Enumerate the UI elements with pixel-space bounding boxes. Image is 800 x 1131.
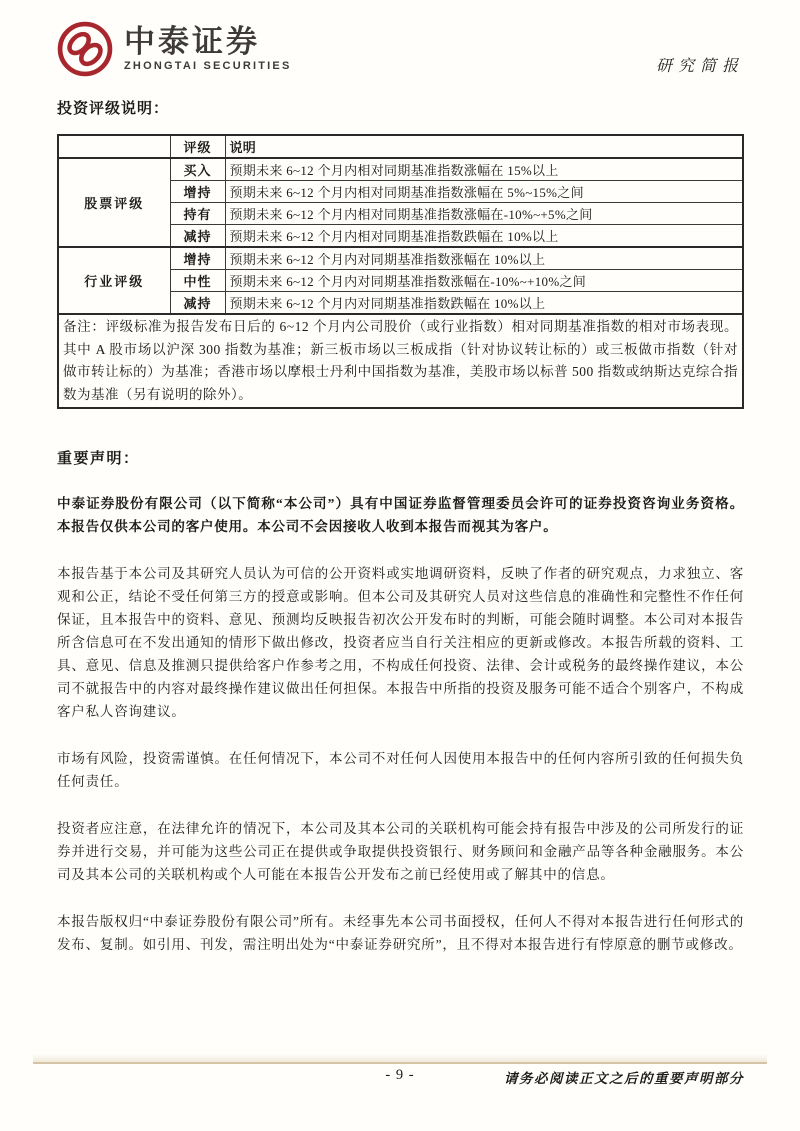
footer-fade bbox=[33, 1054, 767, 1062]
table-row bbox=[58, 247, 743, 270]
logo-name-en: ZHONGTAI SECURITIES bbox=[124, 60, 292, 72]
rating-desc: 预期未来 6~12 个月内相对同期基准指数涨幅在-10%~+5%之间 bbox=[225, 203, 743, 225]
rating-desc: 预期未来 6~12 个月内对同期基准指数涨幅在 10%以上 bbox=[225, 247, 743, 270]
rating-label: 中性 bbox=[170, 270, 225, 292]
group-stock-label: 股票评级 bbox=[58, 158, 170, 247]
rating-desc: 预期未来 6~12 个月内对同期基准指数跌幅在 10%以上 bbox=[225, 292, 743, 315]
report-type-label: 研究简报 bbox=[655, 58, 744, 75]
rating-section-title: 投资评级说明： bbox=[57, 100, 170, 117]
rating-col-header: 评级 bbox=[170, 135, 225, 158]
statement-paragraph: 市场有风险，投资需谨慎。在任何情况下，本公司不对任何人因使用本报告中的任何内容所引致的任何损失负任何责任。 bbox=[57, 751, 744, 789]
rating-desc: 预期未来 6~12 个月内相对同期基准指数涨幅在 15%以上 bbox=[225, 158, 743, 181]
zhongtai-emblem-icon bbox=[56, 20, 114, 78]
rating-label: 减持 bbox=[170, 225, 225, 248]
page-footer bbox=[33, 1054, 767, 1087]
logo-text bbox=[124, 26, 292, 72]
desc-col-header: 说明 bbox=[225, 135, 743, 158]
rating-label: 持有 bbox=[170, 203, 225, 225]
statement-paragraph: 中泰证券股份有限公司（以下简称“本公司”）具有中国证券监督管理委员会许可的证券投资咨询业务资格。本报告仅供本公司的客户使用。本公司不会因接收人收到本报告而视其为客户。 bbox=[57, 496, 744, 534]
page-number: - 9 - bbox=[385, 1067, 415, 1083]
table-note-row bbox=[58, 314, 743, 408]
rating-table-header-row bbox=[58, 135, 743, 158]
statement-title: 重要声明： bbox=[57, 451, 140, 467]
logo-name-cn: 中泰证券 bbox=[124, 24, 260, 59]
footer-row bbox=[33, 1067, 767, 1087]
rating-label: 减持 bbox=[170, 292, 225, 315]
page-content bbox=[0, 97, 800, 956]
rating-desc: 预期未来 6~12 个月内对同期基准指数涨幅在-10%~+10%之间 bbox=[225, 270, 743, 292]
rating-table-corner-cell bbox=[58, 135, 170, 158]
statement-paragraph: 本报告基于本公司及其研究人员认为可信的公开资料或实地调研资料，反映了作者的研究观点，力求独立、客观和公正，结论不受任何第三方的授意或影响。但本公司及其研究人员对这些信息的准确性和完整性不作任何保证，且本报告中的资料、意见、预测均反映报告初次公开发布时的判断，可能会随时调整。本公司对本报告所含信息可在不发出通知的情形下做出修改，投资者应当自行关注相应的更新或修改。本报告所载的资料、工具、意见、信息及推测只提供给客户作参考之用，不构成任何投资、法律、会计或税务的最终操作建议，本公司不就报告中的内容对最终操作建议做出任何担保。本报告中所指的投资及服务可能不适合个别客户，不构成客户私人咨询建议。 bbox=[57, 566, 744, 719]
company-logo bbox=[56, 20, 292, 78]
footer-notice: 请务必阅读正文之后的重要声明部分 bbox=[504, 1071, 744, 1086]
page-header bbox=[0, 0, 800, 97]
rating-label: 增持 bbox=[170, 181, 225, 203]
rating-table bbox=[57, 134, 744, 409]
rating-desc: 预期未来 6~12 个月内相对同期基准指数涨幅在 5%~15%之间 bbox=[225, 181, 743, 203]
rating-label: 增持 bbox=[170, 247, 225, 270]
group-industry-label: 行业评级 bbox=[58, 247, 170, 314]
footer-divider bbox=[33, 1062, 767, 1064]
rating-note: 备注：评级标准为报告发布日后的 6~12 个月内公司股价（或行业指数）相对同期基准指数的相对市场表现。其中 A 股市场以沪深 300 指数为基准；新三板市场以三板成指（针对协议转让标的）或三板做市指数（针对做市转让标的）为基准；香港市场以摩根士丹利中国指数为基准，美股市场以标普 500 指数或纳斯达克综合指数为基准（另有说明的除外）。 bbox=[58, 314, 743, 408]
rating-label: 买入 bbox=[170, 158, 225, 181]
table-row bbox=[58, 158, 743, 181]
statement-paragraph: 本报告版权归“中泰证券股份有限公司”所有。未经事先本公司书面授权，任何人不得对本报告进行任何形式的发布、复制。如引用、刊发，需注明出处为“中泰证券研究所”，且不得对本报告进行有悖原意的删节或修改。 bbox=[57, 914, 744, 952]
statement-paragraph: 投资者应注意，在法律允许的情况下，本公司及其本公司的关联机构可能会持有报告中涉及的公司所发行的证券并进行交易，并可能为这些公司正在提供或争取提供投资银行、财务顾问和金融产品等各种金融服务。本公司及其本公司的关联机构或个人可能在本报告公开发布之前已经使用或了解其中的信息。 bbox=[57, 821, 744, 882]
rating-desc: 预期未来 6~12 个月内相对同期基准指数跌幅在 10%以上 bbox=[225, 225, 743, 248]
